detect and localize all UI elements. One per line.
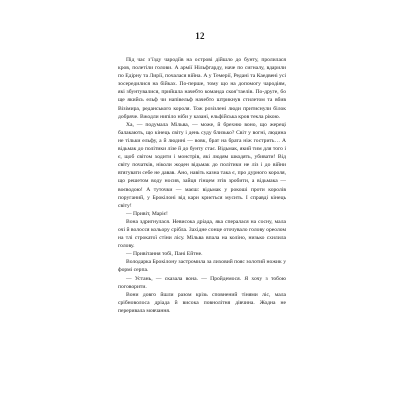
paragraph: Під час з’їзду чародіїв на острові дійшло до бунту, пролилася кров, полетіли голови. А армії Нільфгарду, наче по сигналу, вдарили по Едірну та Лирії, почалася війна. А у Темерії, Редані та Каедвені усі зосередилися на бійках. По-перше, тому що на допомогу чародіям, які збунтувалися, прийшла начебто команда скоя’таелів. По-друге, бо ще якийсь ельф чи напівельф начебто штрикнув стилетом та вбив Візімира, реданського короля. Тож розізлені люди притиснули білок добряче. Вжодли нипіло ніби у казані, ельфійська кров текла рікою. — [118, 57, 286, 120]
paragraph: Вона здригнулася. Невисока дріада, яка спералася на сосну, мала очі й волосся кольору срібла. Західне сонце оточувало голову ореолом на тлі строкатої стіни лісу. Мільва впала на коліно, низько схилила голову. — [118, 218, 286, 250]
paragraph: — Привіт, Маріє! — [126, 210, 168, 217]
page-number: 12 — [195, 31, 205, 41]
paragraph: Володарка Брокілону застромила за лиховий пояс золотий ножик у формі серпа. — [118, 259, 286, 274]
paragraph: Ха, — подумала Мільва, — може, й брехню воно, що жереці балакають, що кінець світу і день суду близько? Світ у вогні, людина не тільки ельфу, а й людині — вовк, брат на брата ніж гострить… А відьмак до політики лізе й до бунту стає. Відьмак, який тим для того і є, щоб світом ходити і монстрів, які людям шкодять, убивати! Від світу початків, ніколи жоден відьмак до політики не ліз і до війни втягувати себе не давав. Ано, навіть казна така є, про дурного короля, що решетом воду носив, зайця гінцем зтів зробити, а відьмака — воєводою! А туточки — маєш: відьмак у рокоші проти королів поруганий, у Брокілоні від кари криється мусить. І справді кінець світу! — [118, 121, 286, 209]
paragraph: Вони довго йшли разом крізь сповнений тінями ліс, мала срібноволоса дріада й висока повнолітня дівчина. Жодна не переривала мовчання. — [118, 291, 286, 314]
page-text-body — [118, 56, 286, 315]
paragraph: — Привітання тобі, Пані Ейтне. — [126, 251, 203, 258]
paragraph: — Устань, — сказала вона. — Пройдемося. Я хочу з тобою поговорити. — [118, 275, 286, 290]
